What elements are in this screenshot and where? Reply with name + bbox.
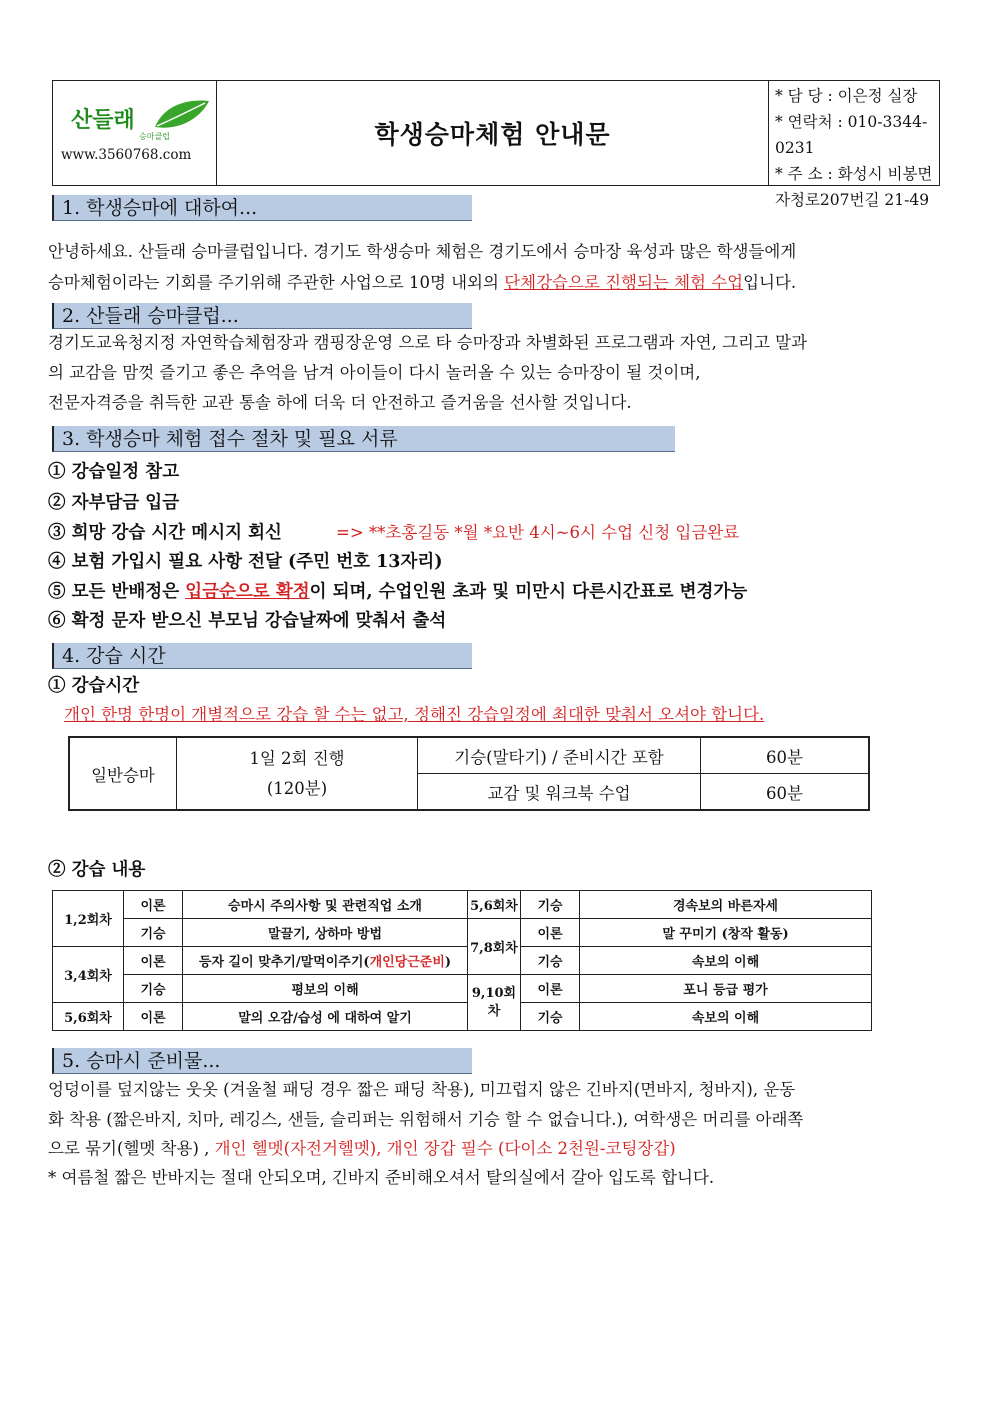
schedule-desc: 교감 및 워크북 수업: [418, 774, 701, 811]
table-row: [53, 947, 872, 975]
text-segment: ⑤ 모든 반배정은: [48, 582, 186, 602]
content-cell: 말의 오감/습성 에 대하여 알기: [183, 1003, 468, 1031]
page-title: 학생승마체험 안내문: [217, 81, 769, 185]
session-cell: 5,6회차: [53, 1003, 124, 1031]
section-1-line-2: [48, 268, 948, 298]
step-3-example: => **초홍길동 *월 *요반 4시~6시 수업 신청 입금완료: [336, 523, 740, 542]
text-segment: 입니다.: [743, 273, 797, 292]
table-row: [53, 1003, 872, 1031]
contact-phone: * 연락처 : 010-3344-0231: [775, 113, 928, 157]
contact-manager: * 담 당 : 이은정 실장: [775, 87, 918, 105]
session-cell: 5,6회차: [468, 891, 521, 919]
contact-info: [769, 81, 940, 209]
type-cell: 이론: [124, 1003, 183, 1031]
content-cell: 말끌기, 상하마 방법: [183, 919, 468, 947]
lesson-content-table: [52, 890, 872, 1031]
text-segment: 으로 묶기(헬멧 착용) ,: [48, 1139, 215, 1158]
content-cell: 속보의 이해: [580, 1003, 872, 1031]
section-3-heading: 3. 학생승마 체험 접수 절차 및 필요 서류: [52, 426, 675, 452]
section-1-heading: 1. 학생승마에 대하여...: [52, 195, 472, 221]
type-cell: 기승: [124, 975, 183, 1003]
session-cell: 1,2회차: [53, 891, 124, 947]
logo-text: 산들래: [71, 108, 135, 133]
section-4-heading: 4. 강습 시간: [52, 643, 472, 669]
table-row: [53, 975, 872, 1003]
step-1: ① 강습일정 참고: [48, 462, 180, 482]
type-cell: 기승: [521, 891, 580, 919]
contact-address-detail: 자청로207번길 21-49: [775, 191, 930, 209]
step-5: [48, 578, 747, 603]
highlight-group-class: 단체강습으로 진행되는 체험 수업: [504, 273, 744, 292]
section-5-line-3: [48, 1134, 948, 1164]
logo-cell: [53, 81, 217, 185]
section-2-line-3: 전문자격증을 취득한 교관 통솔 하에 더욱 더 안전하고 즐거움을 선사할 것입니다.: [48, 393, 632, 412]
content-cell: 포니 등급 평가: [580, 975, 872, 1003]
type-cell: 이론: [521, 975, 580, 1003]
content-cell: [183, 947, 468, 975]
step-6: ⑥ 확정 문자 받으신 부모님 강습날짜에 맞춰서 출석: [48, 611, 447, 631]
text-segment: 승마체험이라는 기회를 주기위해 주관한 사업으로 10명 내외의: [48, 273, 505, 292]
step-2: ② 자부담금 입금: [48, 493, 180, 513]
session-cell: 3,4회차: [53, 947, 124, 1003]
highlight-carrot: 개인당근준비: [369, 955, 445, 970]
schedule-session: [177, 737, 418, 810]
highlight-required-gear: 개인 헬멧(자전거헬멧), 개인 장갑 필수 (다이소 2천원-코팅장갑): [214, 1139, 676, 1158]
lesson-time-subheading: ① 강습시간: [48, 676, 140, 696]
table-row: [53, 919, 872, 947]
schedule-desc: 기승(말타기) / 준비시간 포함: [418, 737, 701, 774]
type-cell: 기승: [521, 947, 580, 975]
table-row: [69, 737, 869, 774]
logo-subtext: 승마클럽: [139, 132, 170, 141]
section-5-heading: 5. 승마시 준비물...: [52, 1048, 472, 1074]
section-2-line-1: 경기도교육청지정 자연학습체험장과 캠핑장운영 으로 타 승마장과 차별화된 프로그램과 자연, 그리고 말과: [48, 333, 808, 352]
text-segment: ): [444, 955, 452, 970]
table-row: [53, 891, 872, 919]
type-cell: 이론: [124, 891, 183, 919]
leaf-icon: [151, 97, 213, 133]
section-5-line-2: 화 착용 (짧은바지, 치마, 레깅스, 샌들, 슬리퍼는 위험해서 기승 할 수 없습니다.), 여학생은 머리를 아래쪽: [48, 1110, 804, 1129]
section-5-line-1: 엉덩이를 덮지않는 웃옷 (겨울철 패딩 경우 짧은 패딩 착용), 미끄럽지 않은 긴바지(면바지, 청바지), 운동: [48, 1080, 796, 1099]
text-segment: 등자 길이 맞추기/말먹이주기(: [198, 955, 370, 970]
type-cell: 이론: [521, 919, 580, 947]
section-1-line-1: 안녕하세요. 산들래 승마클럽입니다. 경기도 학생승마 체험은 경기도에서 승마장 육성과 많은 학생들에게: [48, 242, 797, 261]
type-cell: 이론: [124, 947, 183, 975]
content-cell: 속보의 이해: [580, 947, 872, 975]
website-url[interactable]: www.3560768.com: [61, 147, 192, 163]
highlight-payment-order: 입금순으로 확정: [185, 582, 310, 602]
lesson-notice: 개인 한명 한명이 개별적으로 강습 할 수는 없고, 정해진 강습일정에 최대한 맞춰서 오셔야 합니다.: [64, 705, 765, 724]
type-cell: 기승: [124, 919, 183, 947]
content-cell: 평보의 이해: [183, 975, 468, 1003]
schedule-time: 60분: [701, 774, 870, 811]
contact-address: * 주 소 : 화성시 비봉면: [775, 165, 933, 183]
step-3: ③ 희망 강습 시간 메시지 회신: [48, 523, 282, 543]
section-2-line-2: 의 교감을 맘껏 즐기고 좋은 추억을 남겨 아이들이 다시 놀러올 수 있는 승마장이 될 것이며,: [48, 363, 701, 382]
session-count: 1일 2회 진행: [249, 748, 345, 768]
schedule-time: 60분: [701, 737, 870, 774]
schedule-category: 일반승마: [69, 737, 177, 810]
session-cell: 9,10회차: [468, 975, 521, 1031]
session-duration: (120분): [266, 778, 328, 798]
section-2-heading: 2. 산들래 승마클럽...: [52, 303, 472, 329]
content-cell: 경속보의 바른자세: [580, 891, 872, 919]
lesson-content-subheading: ② 강습 내용: [48, 860, 146, 880]
text-segment: 이 되며, 수업인원 초과 및 미만시 다른시간표로 변경가능: [309, 582, 748, 602]
content-cell: 승마시 주의사항 및 관련직업 소개: [183, 891, 468, 919]
section-5-line-4: * 여름철 짧은 반바지는 절대 안되오며, 긴바지 준비해오셔서 탈의실에서 갈아 입도록 합니다.: [48, 1168, 715, 1187]
schedule-table: [68, 736, 870, 811]
step-4: ④ 보험 가입시 필요 사항 전달 (주민 번호 13자리): [48, 552, 443, 572]
content-cell: 말 꾸미기 (창작 활동): [580, 919, 872, 947]
type-cell: 기승: [521, 1003, 580, 1031]
session-cell: 7,8회차: [468, 919, 521, 975]
